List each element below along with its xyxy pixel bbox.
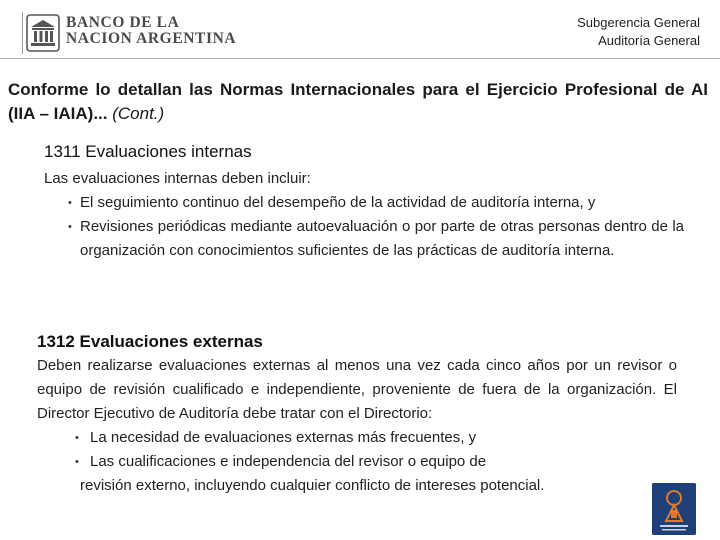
dept-line-2: Auditoría General xyxy=(598,33,700,48)
bullet-dot: • xyxy=(68,197,72,209)
section-heading: 1311 Evaluaciones internas xyxy=(44,142,252,161)
bullet-dot: • xyxy=(68,221,72,233)
section-body: Deben realizarse evaluaciones externas al menos una vez cada cinco años por un revisor o equipo de revisión cualificado e independiente, proveniente de fuera de la organización. El Director Ejecutivo de Auditoría debe tratar con el Directorio: xyxy=(37,357,677,422)
section-external-evaluations xyxy=(37,332,677,498)
bullet-dot: • xyxy=(75,456,79,468)
section-heading: 1312 Evaluaciones externas xyxy=(37,332,263,351)
slide-title xyxy=(8,78,708,126)
logo-line-1: BANCO DE LA xyxy=(66,14,180,31)
bullet-list xyxy=(37,426,677,474)
list-item xyxy=(44,215,684,263)
list-item-text: Revisiones periódicas mediante autoevaluación o por parte de otras personas dentro de la organización con conocimientos suficientes de las prácticas de auditoría interna. xyxy=(80,218,684,259)
dept-line-1: Subgerencia General xyxy=(577,15,700,30)
logo-divider xyxy=(22,12,23,54)
list-item xyxy=(37,450,677,474)
list-item-text: El seguimiento continuo del desempeño de la actividad de auditoría interna, y xyxy=(80,194,596,211)
slide-title-cont: (Cont.) xyxy=(112,104,165,123)
list-item xyxy=(37,426,677,450)
page-header xyxy=(0,0,720,62)
list-item-text: Las cualificaciones e independencia del revisor o equipo de xyxy=(90,453,487,470)
section-internal-evaluations xyxy=(44,142,684,263)
header-divider xyxy=(0,58,720,59)
slide-title-main: Conforme lo detallan las Normas Internacionales para el Ejercicio Profesional de AI (IIA – IAIA)... xyxy=(8,80,708,123)
list-item-continuation: revisión externo, incluyendo cualquier conflicto de intereses potencial. xyxy=(80,477,545,494)
list-item-text: La necesidad de evaluaciones externas más frecuentes, y xyxy=(90,429,477,446)
list-item xyxy=(44,191,684,215)
department-label xyxy=(577,14,700,50)
bullet-dot: • xyxy=(75,432,79,444)
institution-crest-icon xyxy=(652,483,696,535)
section-intro: Las evaluaciones internas deben incluir: xyxy=(44,170,311,187)
logo-line-2: NACION ARGENTINA xyxy=(66,30,237,47)
bank-logo-text xyxy=(66,15,236,47)
bank-building-icon xyxy=(26,14,60,52)
bullet-list xyxy=(44,191,684,263)
